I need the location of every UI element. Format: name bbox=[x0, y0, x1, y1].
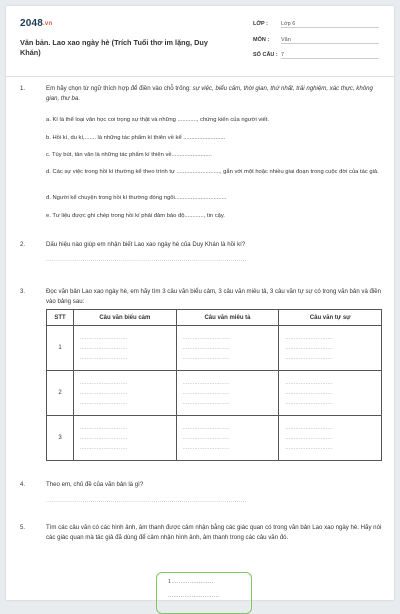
blank-line: ............................ bbox=[182, 400, 230, 406]
answer-line: ............................ bbox=[168, 593, 220, 599]
site-logo[interactable] bbox=[20, 18, 52, 29]
blank-line: ............................ bbox=[80, 435, 128, 441]
column-header-descriptive: Câu văn miêu tả bbox=[176, 310, 279, 326]
question-text: Tìm các câu văn có các hình ảnh, âm thanh được cảm nhận bằng các giác quan có trong văn bản Lao xao ngày hè. Hãy nói các giác quan mà tác giả đã dùng để cảm nhận hình ảnh, âm thanh trong các câu văn đó. bbox=[46, 524, 382, 541]
answer-cell[interactable] bbox=[176, 416, 279, 461]
row-number: 2 bbox=[47, 371, 74, 416]
blank-line: ............................ bbox=[285, 425, 333, 431]
blank-line: ............................ bbox=[285, 355, 333, 361]
table-row bbox=[47, 371, 382, 416]
meta-count-value: 7 bbox=[281, 52, 379, 59]
blank-line: ............................ bbox=[80, 345, 128, 351]
option-a: a. Kí là thể loại văn học coi trọng sự thật và những ............, chứng kiến của người viết. bbox=[46, 117, 269, 123]
answer-cell[interactable] bbox=[74, 371, 177, 416]
blank-line: ............................ bbox=[182, 425, 230, 431]
worksheet-header bbox=[6, 6, 394, 77]
option-dd: đ. Người kể chuyện trong hồi kí thường đóng ngôi................................ bbox=[46, 195, 227, 201]
column-header-stt: STT bbox=[47, 310, 74, 326]
row-number: 1 bbox=[47, 326, 74, 371]
question-text: Theo em, chủ đề của văn bản là gì? bbox=[46, 481, 144, 488]
answer-table bbox=[46, 309, 382, 461]
blank-line: ............................ bbox=[285, 445, 333, 451]
question-2 bbox=[20, 240, 382, 250]
table-row bbox=[47, 416, 382, 461]
blank-line: ............................ bbox=[285, 335, 333, 341]
meta-class bbox=[253, 21, 383, 28]
question-3 bbox=[20, 287, 382, 306]
blank-line: ............................ bbox=[80, 445, 128, 451]
column-header-expressive: Câu văn biểu cảm bbox=[74, 310, 177, 326]
blank-line: ............................ bbox=[285, 345, 333, 351]
answer-cell[interactable] bbox=[279, 371, 382, 416]
logo-text: 2048 bbox=[20, 18, 44, 29]
question-1 bbox=[20, 84, 382, 103]
blank-line: ............................ bbox=[80, 335, 128, 341]
answer-cell[interactable] bbox=[176, 371, 279, 416]
meta-class-value: Lớp 6 bbox=[281, 21, 379, 28]
blank-line: ............................ bbox=[285, 390, 333, 396]
question-4 bbox=[20, 480, 382, 490]
meta-class-label: LỚP : bbox=[253, 21, 268, 27]
question-text bbox=[46, 84, 382, 103]
question-text: Dấu hiệu nào giúp em nhận biết Lao xao ngày hè của Duy Khán là hồi kí? bbox=[46, 241, 246, 248]
logo-suffix: .vn bbox=[43, 21, 53, 27]
blank-line: ............................ bbox=[182, 390, 230, 396]
blank-line: ............................ bbox=[80, 355, 128, 361]
answer-cell[interactable] bbox=[279, 326, 382, 371]
page-title: Văn bản. Lao xao ngày hè (Trích Tuổi thơ im lặng, Duy Khán) bbox=[20, 38, 208, 57]
option-d: d. Các sự việc trong hồi kí thường kể theo trình tự ..........................., gắn với một hoặc nhiều giai đoạn trong cuộc đời của tác giả. bbox=[46, 169, 379, 175]
meta-count bbox=[253, 52, 383, 59]
question-text: Đọc văn bản Lao xao ngày hè, em hãy tìm 3 câu văn biểu cảm, 3 câu văn miêu tả, 3 câu văn tự sự có trong văn bản và điền vào bảng sau: bbox=[46, 288, 382, 305]
question-number: 1. bbox=[20, 85, 26, 92]
question-number: 3. bbox=[20, 288, 26, 295]
question-number: 2. bbox=[20, 241, 26, 248]
meta-subject-value: Văn bbox=[281, 37, 379, 44]
table-header-row bbox=[47, 310, 382, 326]
blank-line: ............................ bbox=[80, 425, 128, 431]
answer-line[interactable]: ................................................................................................... bbox=[46, 257, 247, 263]
blank-line: ............................ bbox=[182, 355, 230, 361]
answer-cell[interactable] bbox=[74, 326, 177, 371]
answer-cell[interactable] bbox=[176, 326, 279, 371]
worksheet-page bbox=[6, 6, 394, 600]
answer-line[interactable]: ................................................................................................... bbox=[46, 498, 247, 504]
blank-line: ............................ bbox=[80, 400, 128, 406]
answer-cell[interactable] bbox=[74, 416, 177, 461]
meta-subject bbox=[253, 37, 383, 44]
meta-count-label: SỐ CÂU : bbox=[253, 52, 278, 58]
blank-line: ............................ bbox=[80, 390, 128, 396]
meta-subject-label: MÔN : bbox=[253, 37, 270, 43]
blank-line: ............................ bbox=[285, 400, 333, 406]
table-row bbox=[47, 326, 382, 371]
blank-line: ............................ bbox=[182, 380, 230, 386]
answer-box[interactable] bbox=[156, 572, 252, 614]
column-header-narrative: Câu văn tự sự bbox=[279, 310, 382, 326]
option-c: c. Tùy bút, tản văn là những tác phẩm kí thiên về......................... bbox=[46, 152, 212, 158]
option-b: b. Hồi kí, du kí,....... là những tác phẩm kí thiên về kể .......................... bbox=[46, 135, 226, 141]
option-e: e. Tư liệu được ghi chép trong hồi kí phải đảm bảo độ............, tin cậy. bbox=[46, 213, 225, 219]
blank-line: ............................ bbox=[285, 435, 333, 441]
blank-line: ............................ bbox=[80, 380, 128, 386]
word-bank: sự việc, biểu cảm, thời gian, thứ nhất, trải nghiệm, xác thực, không gian, thư ba. bbox=[46, 85, 373, 102]
blank-line: ............................ bbox=[182, 435, 230, 441]
question-5 bbox=[20, 523, 382, 542]
blank-line: ............................ bbox=[182, 445, 230, 451]
question-number: 4. bbox=[20, 481, 26, 488]
blank-line: ............................ bbox=[182, 345, 230, 351]
answer-line: 1....................... bbox=[168, 579, 214, 585]
blank-line: ............................ bbox=[285, 380, 333, 386]
blank-line: ............................ bbox=[182, 335, 230, 341]
answer-cell[interactable] bbox=[279, 416, 382, 461]
question-stem: Em hãy chọn từ ngữ thích hợp để điền vào chỗ trống: bbox=[46, 85, 193, 92]
row-number: 3 bbox=[47, 416, 74, 461]
question-number: 5. bbox=[20, 524, 26, 531]
